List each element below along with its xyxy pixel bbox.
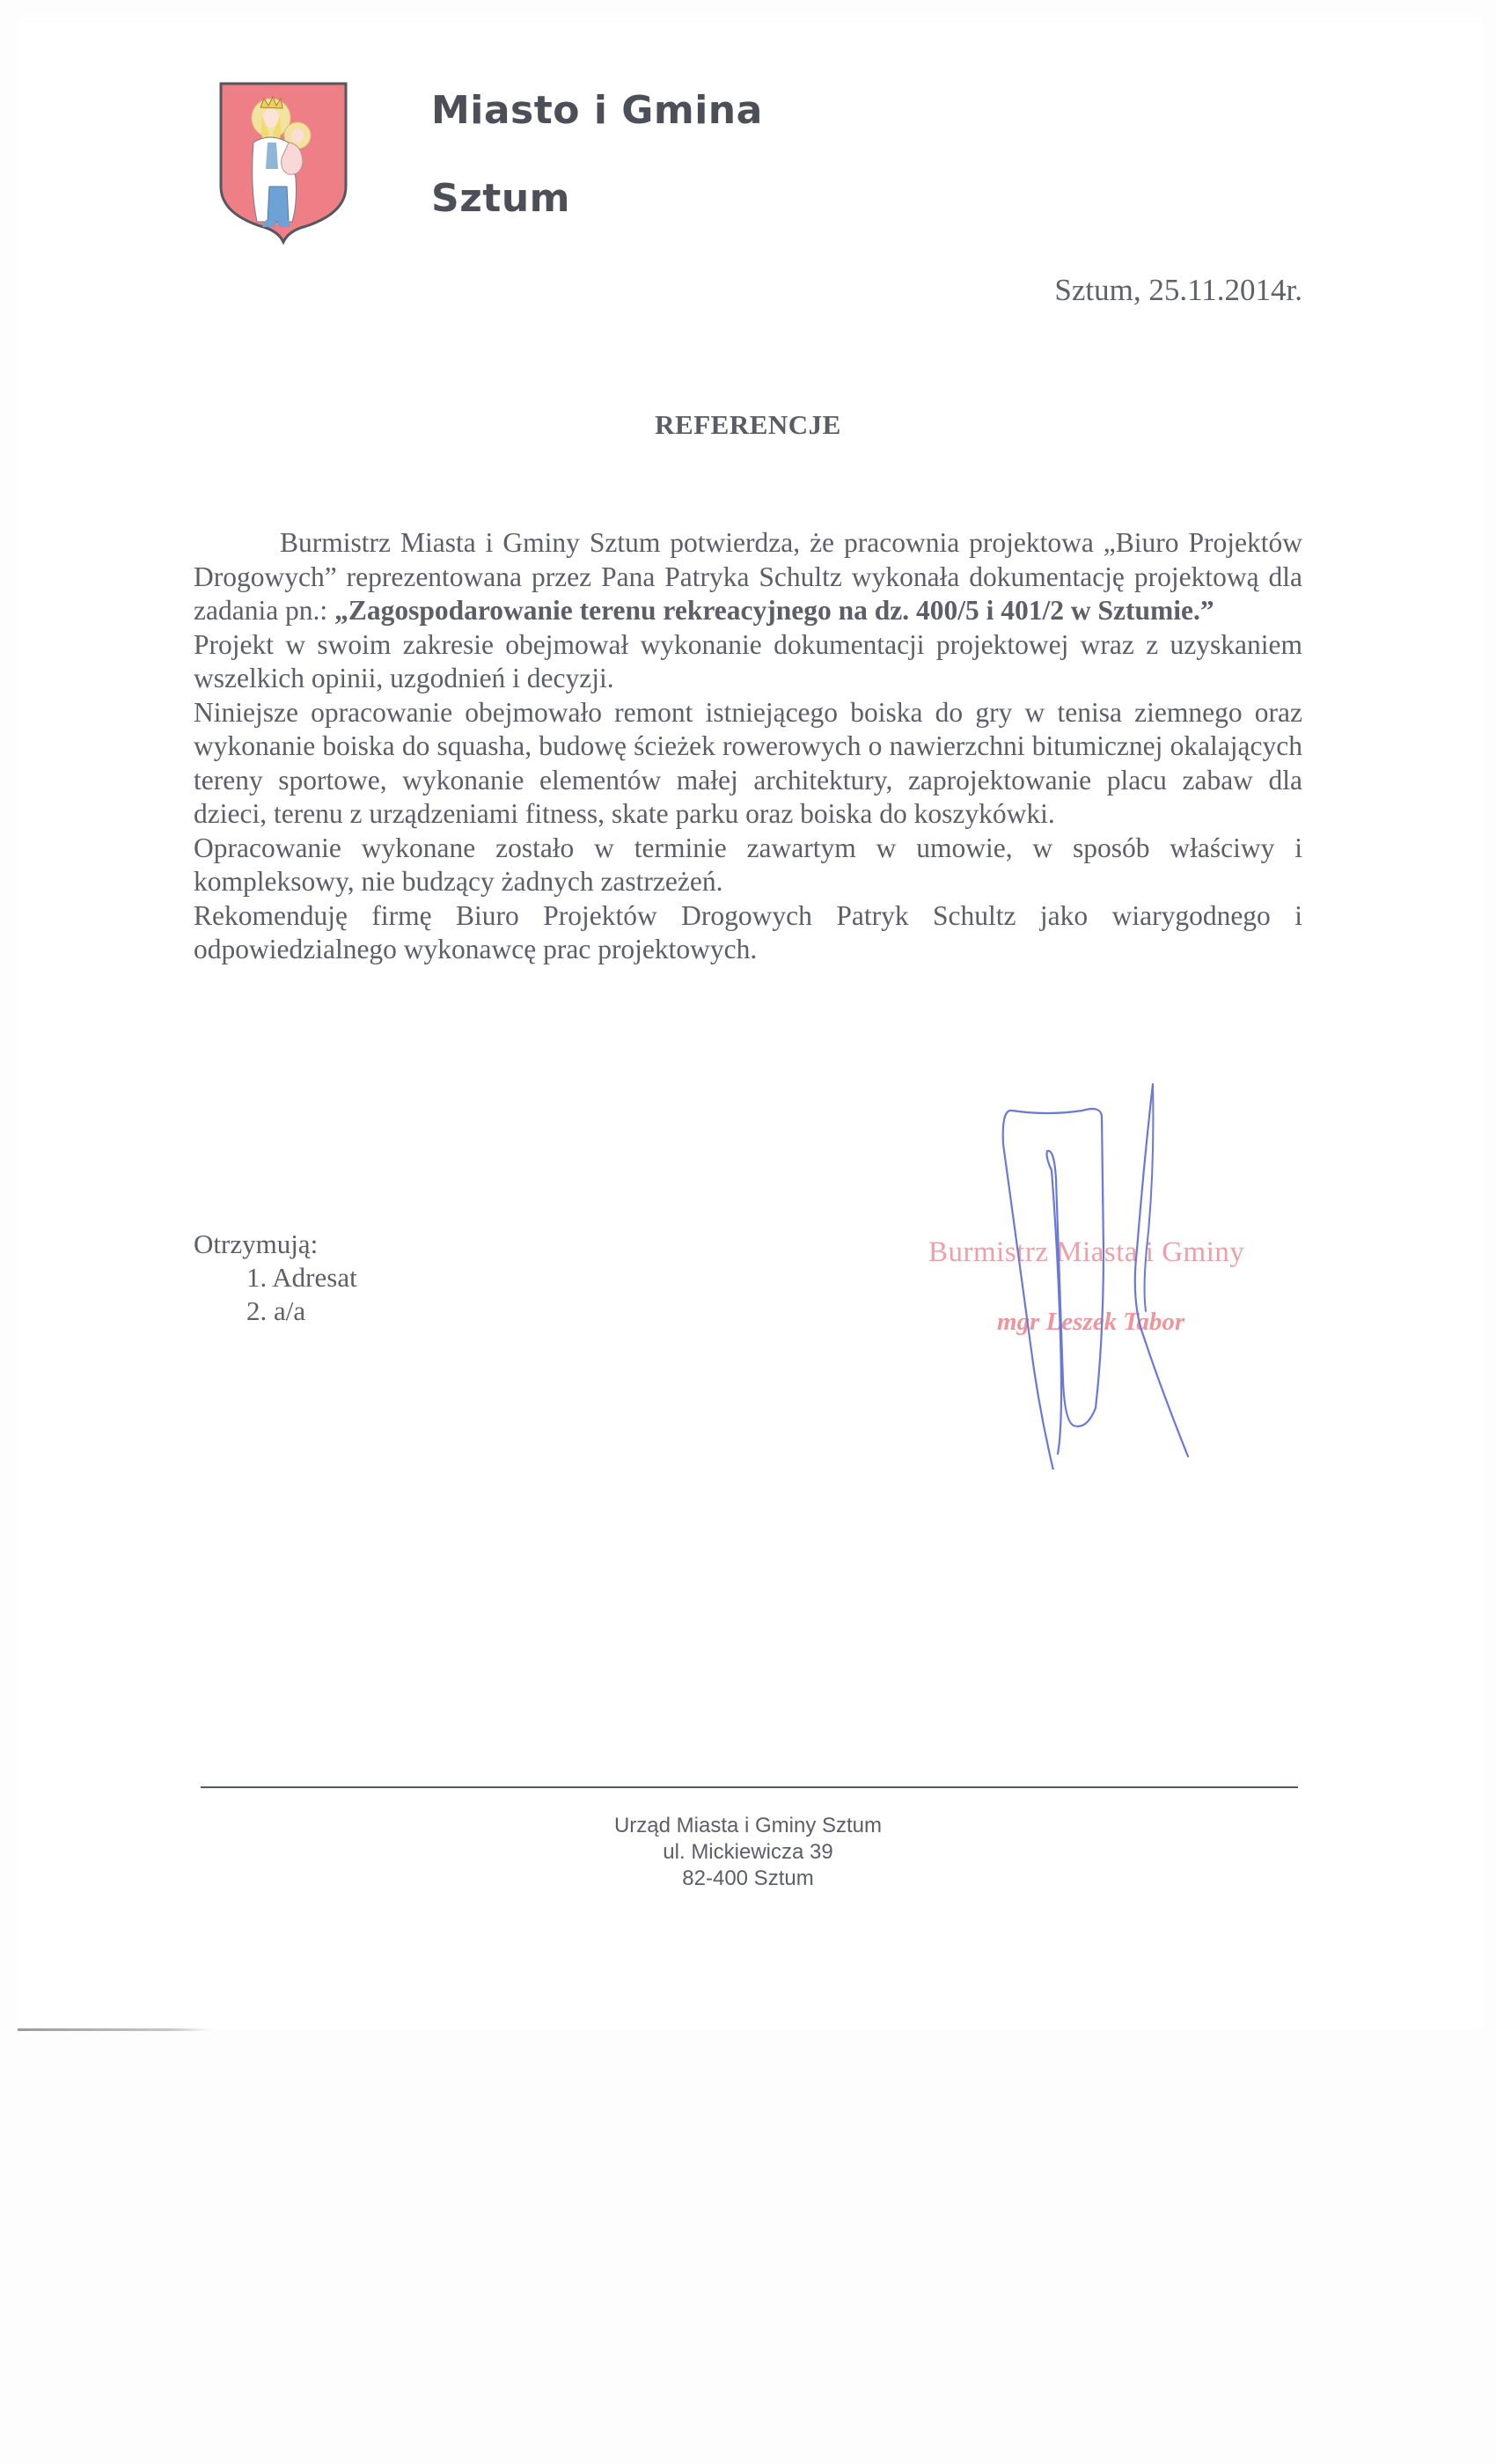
document-date: Sztum, 25.11.2014r. (1054, 273, 1302, 307)
recipients-label: Otrzymują: (194, 1228, 319, 1259)
paragraph-recommendation: Rekomenduję firmę Biuro Projektów Drogowych Patryk Schultz jako wiarygodnego i odpowiedzialnego wykonawcę prac projektowych. (194, 899, 1302, 964)
recipient-item: 1. Adresat (246, 1262, 357, 1293)
recipients-block (194, 1228, 357, 1328)
project-name: „Zagospodarowanie terenu rekreacyjnego na dz. 400/5 i 401/2 w Sztumie.” (334, 595, 1214, 626)
coat-of-arms-icon (218, 81, 348, 245)
paragraph-details: Niniejsze opracowanie obejmowało remont istniejącego boiska do gry w tenisa ziemnego oraz wykonanie boiska do squasha, budowę ścieżek rowerowych o nawierzchni bitumicznej okalających tereny sportowe, wykonanie elementów małej architektury, zaprojektowanie placu zabaw dla dzieci, terenu z urządzeniami fitness, skate parku oraz boiska do koszykówki. (194, 696, 1302, 829)
paragraph-intro (194, 526, 1302, 628)
handwritten-signature (906, 1074, 1329, 1470)
letter-body (194, 526, 1302, 967)
footer-postal-city: 82-400 Sztum (682, 1866, 814, 1890)
document-title: REFERENCJE (655, 409, 841, 440)
footer-address (0, 1813, 1496, 1892)
footer-street: ul. Mickiewicza 39 (663, 1840, 833, 1864)
stamp-name: mgr Leszek Tabor (997, 1308, 1185, 1336)
footer-divider (201, 1786, 1298, 1788)
paragraph-quality: Opracowanie wykonane zostało w terminie zawartym w umowie, w sposób właściwy i kompleksowy, nie budzący żadnych zastrzeżeń. (194, 832, 1302, 897)
paragraph-intro-text: Burmistrz Miasta i Gminy Sztum potwierdza, że pracownia projektowa „Biuro Projektów Drogowych” reprezentowana przez Pana Patryka Schultz wykonała dokumentację projektową dla zadania pn.: (194, 527, 1302, 626)
footer-office-name: Urząd Miasta i Gminy Sztum (613, 1814, 883, 1837)
scan-edge-shadow (18, 2028, 211, 2031)
municipality-title-line2: Sztum (431, 176, 571, 221)
stamp-office: Burmistrz Miasta i Gminy (928, 1236, 1245, 1268)
municipality-title-line1: Miasto i Gmina (431, 88, 763, 133)
recipient-item: 2. a/a (246, 1295, 306, 1326)
document-page (18, 18, 1483, 2028)
paragraph-scope: Projekt w swoim zakresie obejmował wykonanie dokumentacji projektowej wraz z uzyskaniem wszelkich opinii, uzgodnień i decyzji. (194, 628, 1302, 693)
